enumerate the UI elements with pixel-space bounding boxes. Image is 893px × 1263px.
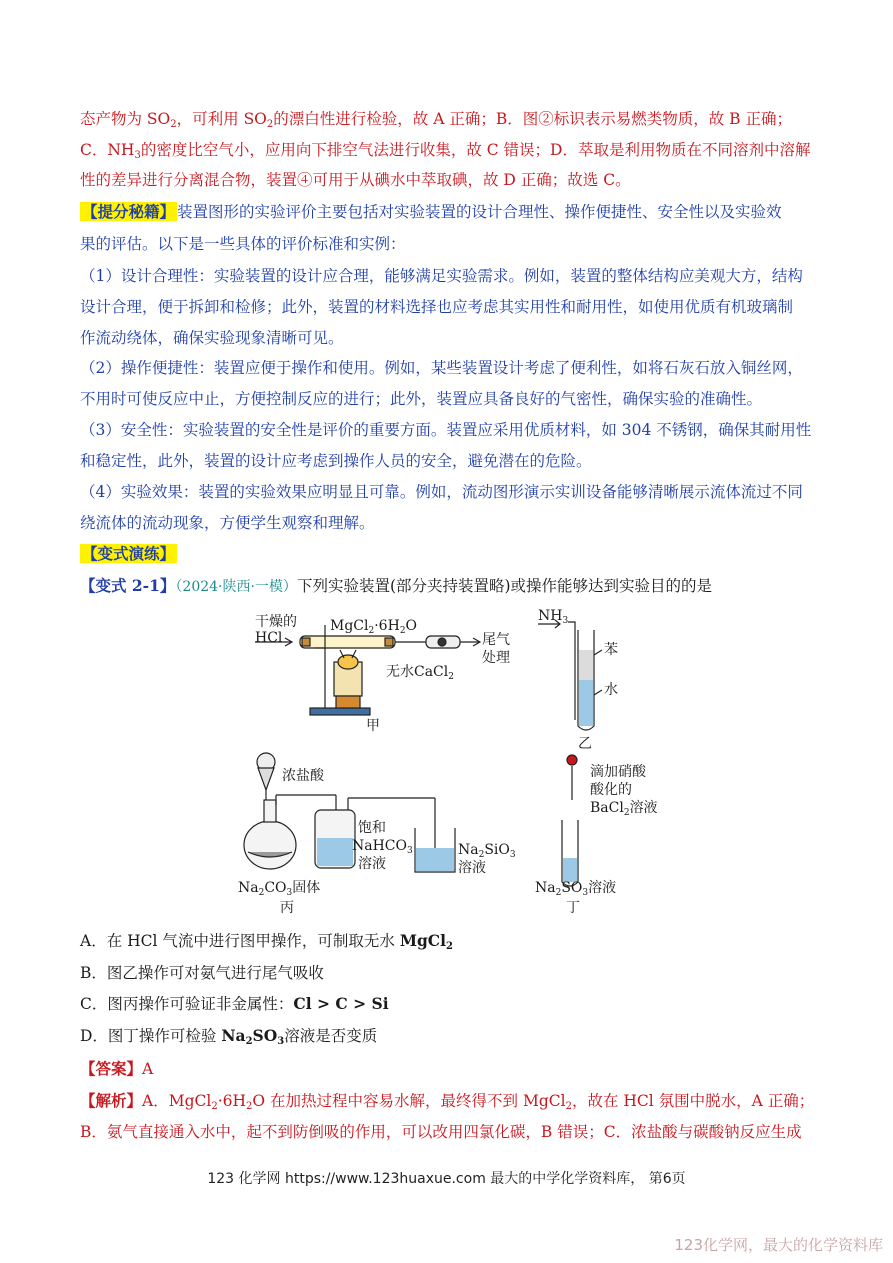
option-b: B．图乙操作可对氨气进行尾气吸收 xyxy=(80,964,324,982)
svg-text:Na2CO3固体: $Na_2CO_3$固体 xyxy=(238,880,321,898)
svg-text:MgCl2·6H2O: $MgCl_2\cdot 6H_2O$ xyxy=(330,618,418,636)
tip-line: （1）设计合理性：实验装置的设计应合理，能够满足实验需求。例如，装置的整体结构应美观大方，结构 xyxy=(80,267,803,285)
svg-text:HCl: HCl xyxy=(255,630,283,646)
svg-text:NH3: $NH_3$ xyxy=(538,608,569,626)
tip-line: 和稳定性，此外，装置的设计应考虑到操作人员的安全，避免潜在的危险。 xyxy=(80,452,592,470)
option-d: D．图丁操作可检验 $Na_2SO_3$溶液是否变质 xyxy=(80,1026,378,1047)
tip-heading: 【提分秘籍】 装置图形的实验评价主要包括对实验装置的设计合理性、操作便捷性、安全性以及实验效 xyxy=(82,202,782,221)
svg-text:饱和: 饱和 xyxy=(358,820,386,836)
text-line: 性的差异进行分离混合物，装置④可用于从碘水中萃取碘，故 D 正确；故选 C。 xyxy=(80,171,631,189)
apparatus-figure xyxy=(230,600,658,920)
tip-line: 不用时可使反应中止，方便控制反应的进行；此外，装置应具备良好的气密性，确保实验的准确性。 xyxy=(80,390,763,408)
analysis-line: 【解析】A．$MgCl_2\cdot 6H_2O$ 在加热过程中容易水解，最终得不到 MgCl$_2$，故在 HCl 氛围中脱水，A 正确； xyxy=(80,1091,815,1112)
practice-heading: 【变式演练】 xyxy=(82,544,176,563)
tip-line: （2）操作便捷性：装置应便于操作和使用。例如，某些装置设计考虑了便利性，如将石灰石放入铜丝网， xyxy=(80,359,803,377)
svg-text:处理: 处理 xyxy=(482,650,510,666)
svg-text:浓盐酸: 浓盐酸 xyxy=(282,768,324,784)
svg-text:Na2SiO3: $Na_2SiO_3$ xyxy=(458,842,516,860)
svg-text:苯: 苯 xyxy=(604,642,618,658)
answer-line: 【答案】A xyxy=(80,1059,154,1078)
svg-text:NaHCO3: NaHCO$_3$ xyxy=(352,838,413,856)
svg-text:乙: 乙 xyxy=(578,736,592,752)
tip-line: 设计合理，便于拆卸和检修；此外，装置的材料选择也应考虑其实用性和耐用性，如使用优质有机玻璃制 xyxy=(80,298,794,316)
svg-text:丁: 丁 xyxy=(566,900,580,916)
tip-line: （3）安全性：实验装置的安全性是评价的重要方面。装置应采用优质材料，如 304 不锈钢，确保其耐用性 xyxy=(80,421,812,439)
svg-text:Na2SO3溶液: $Na_2SO_3$溶液 xyxy=(535,880,617,898)
analysis-line: B．氨气直接通入水中，起不到防倒吸的作用，可以改用四氯化碳，B 错误；C．浓盐酸与碳酸钠反应生成 xyxy=(80,1123,802,1141)
svg-text:BaCl2溶液: BaCl$_2$溶液 xyxy=(590,800,658,818)
question-stem: 【变式 2-1】（2024·陕西·一模）下列实验装置(部分夹持装置略)或操作能够达到实验目的的是 xyxy=(80,576,713,595)
svg-text:酸化的: 酸化的 xyxy=(590,782,632,798)
option-a: A．在 HCl 气流中进行图甲操作，可制取无水 MgCl$_2$ xyxy=(80,931,454,952)
watermark: 123化学网，最大的化学资料库 xyxy=(674,1236,883,1254)
svg-text:丙: 丙 xyxy=(280,900,294,916)
svg-text:无水CaCl2: 无水CaCl$_2$ xyxy=(386,664,454,682)
tip-line: 果的评估。以下是一些具体的评价标准和实例： xyxy=(80,235,406,253)
svg-text:溶液: 溶液 xyxy=(358,856,386,872)
tip-line: 绕流体的流动现象，方便学生观察和理解。 xyxy=(80,514,375,532)
svg-text:水: 水 xyxy=(604,682,618,698)
svg-text:甲: 甲 xyxy=(366,718,380,734)
option-c: C．图丙操作可验证非金属性：Cl > C > Si xyxy=(80,994,389,1013)
svg-text:溶液: 溶液 xyxy=(458,860,486,876)
text-line: C．$NH_3$的密度比空气小，应用向下排空气法进行收集，故 C 错误；D．萃取是利用物质在不同溶剂中溶解 xyxy=(80,141,811,161)
text-line: 态产物为 $SO_2$，可利用 $SO_2$的漂白性进行检验，故 A 正确；B．图②标识表示易燃类物质，故 B 正确； xyxy=(80,110,792,130)
tip-label: 【提分秘籍】 xyxy=(82,202,176,221)
svg-text:滴加硝酸: 滴加硝酸 xyxy=(590,764,646,780)
tip-line: （4）实验效果：装置的实验效果应明显且可靠。例如，流动图形演示实训设备能够清晰展示流体流过不同 xyxy=(80,483,803,501)
svg-text:干燥的: 干燥的 xyxy=(255,614,297,630)
tip-line: 作流动绕体，确保实验现象清晰可见。 xyxy=(80,329,344,347)
svg-text:尾气: 尾气 xyxy=(482,632,510,648)
page-footer: 123 化学网 https://www.123huaxue.com 最大的中学化学资料库， 第6页 xyxy=(207,1171,686,1187)
